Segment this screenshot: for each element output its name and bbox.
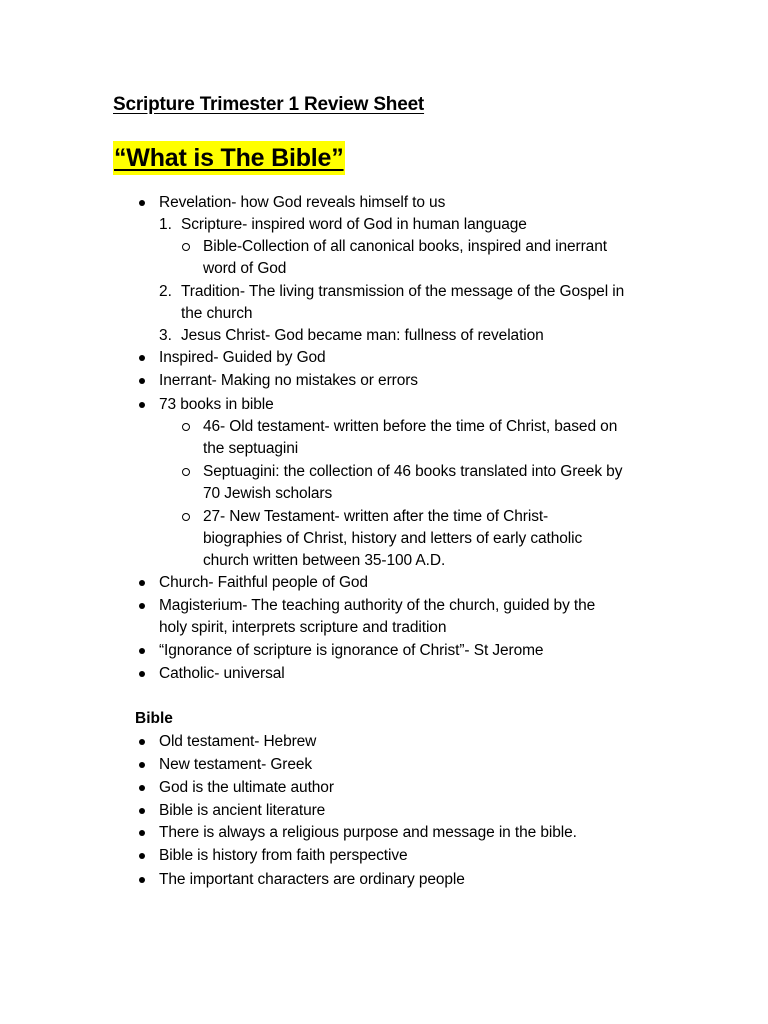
list-item-revelation: Revelation- how God reveals himself to us: [159, 194, 446, 211]
bullet-icon: [139, 200, 145, 206]
document-title: Scripture Trimester 1 Review Sheet: [113, 94, 425, 115]
bullet-icon: [139, 785, 145, 791]
list-item-bible-collection: Bible-Collection of all canonical books, inspired and inerrant: [203, 238, 607, 255]
list-item: New testament- Greek: [159, 756, 313, 773]
list-item: Bible is ancient literature: [159, 802, 326, 819]
list-item: The important characters are ordinary people: [159, 871, 465, 888]
hollow-bullet-icon: [182, 243, 190, 251]
list-item-scripture: Scripture- inspired word of God in human language: [181, 216, 527, 233]
list-item: Old testament- Hebrew: [159, 733, 317, 750]
section-heading-bible: Bible: [135, 710, 173, 727]
list-item-new-testament: 27- New Testament- written after the time of Christ-: [203, 508, 549, 525]
list-item-new-testament-cont2: church written between 35-100 A.D.: [203, 552, 446, 569]
bullet-icon: [139, 580, 145, 586]
list-number: 3.: [159, 327, 172, 344]
list-item-bible-collection-cont: word of God: [203, 260, 287, 277]
list-item-catholic: Catholic- universal: [159, 665, 285, 682]
list-item-septuagini: Septuagini: the collection of 46 books translated into Greek by: [203, 463, 623, 480]
bullet-icon: [139, 808, 145, 814]
list-item-books: 73 books in bible: [159, 396, 274, 413]
bullet-icon: [139, 762, 145, 768]
list-item-inerrant: Inerrant- Making no mistakes or errors: [159, 372, 418, 389]
list-number: 2.: [159, 283, 172, 300]
list-item-magisterium-cont: holy spirit, interprets scripture and tradition: [159, 619, 447, 636]
section-title-highlighted: “What is The Bible”: [113, 141, 345, 175]
bullet-icon: [139, 877, 145, 883]
list-item-inspired: Inspired- Guided by God: [159, 349, 326, 366]
bullet-icon: [139, 648, 145, 654]
bullet-icon: [139, 671, 145, 677]
hollow-bullet-icon: [182, 468, 190, 476]
list-item-tradition: Tradition- The living transmission of the message of the Gospel in: [181, 283, 625, 300]
list-item-septuagini-cont: 70 Jewish scholars: [203, 485, 333, 502]
bullet-icon: [139, 402, 145, 408]
bullet-icon: [139, 853, 145, 859]
list-item-new-testament-cont: biographies of Christ, history and letters of early catholic: [203, 530, 583, 547]
bullet-icon: [139, 603, 145, 609]
list-item-tradition-cont: the church: [181, 305, 253, 322]
hollow-bullet-icon: [182, 513, 190, 521]
list-item-jesus-christ: Jesus Christ- God became man: fullness of revelation: [181, 327, 544, 344]
list-item: Bible is history from faith perspective: [159, 847, 408, 864]
hollow-bullet-icon: [182, 423, 190, 431]
bullet-icon: [139, 739, 145, 745]
list-item: There is always a religious purpose and message in the bible.: [159, 824, 577, 841]
list-item-old-testament: 46- Old testament- written before the time of Christ, based on: [203, 418, 618, 435]
list-item-magisterium: Magisterium- The teaching authority of the church, guided by the: [159, 597, 596, 614]
list-item: God is the ultimate author: [159, 779, 334, 796]
bullet-icon: [139, 378, 145, 384]
list-item-church: Church- Faithful people of God: [159, 574, 368, 591]
bullet-icon: [139, 355, 145, 361]
list-item-old-testament-cont: the septuagini: [203, 440, 299, 457]
list-item-jerome-quote: “Ignorance of scripture is ignorance of Christ”- St Jerome: [159, 642, 544, 659]
list-number: 1.: [159, 216, 172, 233]
bullet-icon: [139, 830, 145, 836]
